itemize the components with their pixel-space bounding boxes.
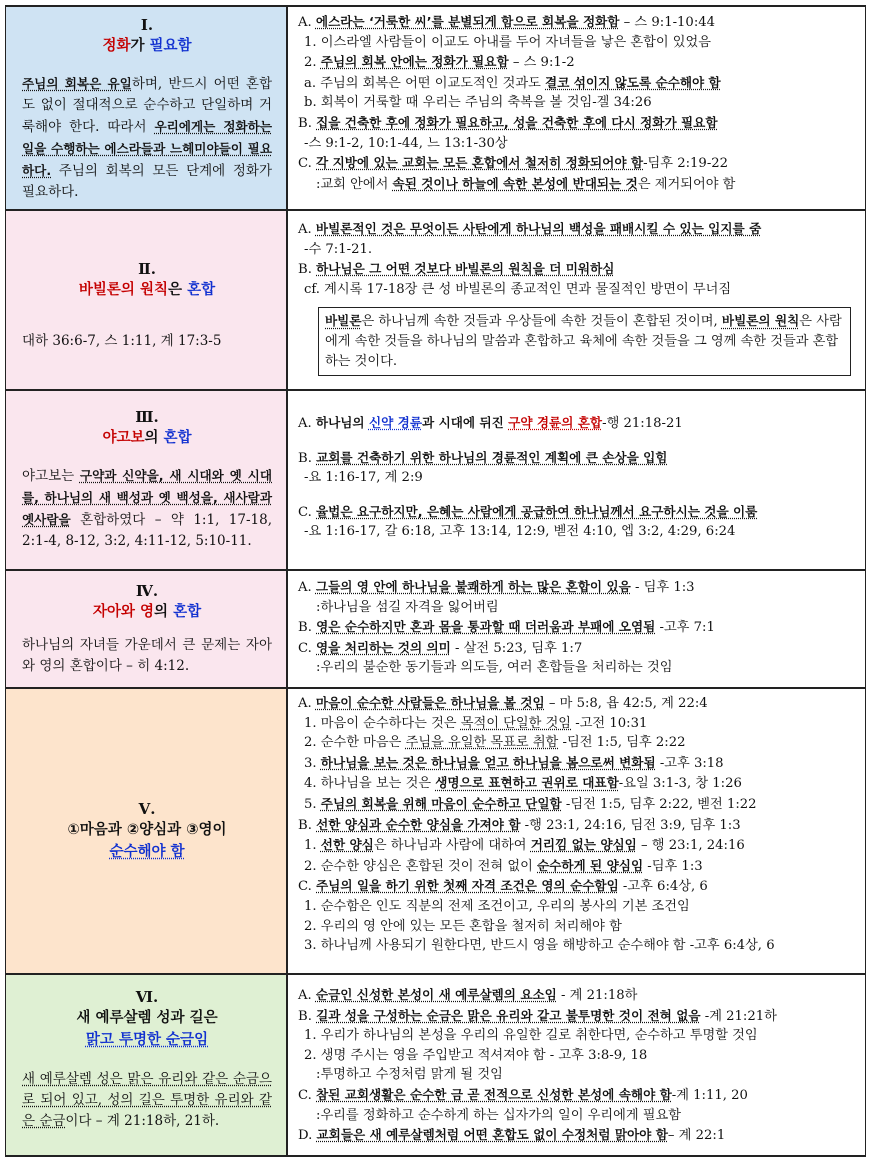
- section-number: Ⅱ.: [138, 260, 156, 278]
- point-2: 2. 우리의 영 안에 있는 모든 혼합을 철저히 처리해야 함: [304, 918, 622, 934]
- section-6-points: [288, 975, 865, 1155]
- section-title: ①마음과 ②양심과 ③영이: [67, 822, 227, 838]
- point-C: C. 각 지방에 있는 교회는 모든 혼합에서 철저히 정화되어야 함-딤후 2:19-22: [298, 155, 729, 172]
- section-6: [6, 973, 865, 1157]
- section-number: Ⅴ.: [138, 800, 156, 818]
- section-subtitle: 맑고 투명한 순금임: [85, 1032, 209, 1048]
- point-2: 2. 순수한 양심은 혼합된 것이 전혀 없이 순수하게 된 양심임 -딤후 1:3: [304, 857, 703, 874]
- section-description: 하나님의 자녀들 가운데서 큰 문제는 자아와 영의 혼합이다 – 히 4:12.: [22, 637, 272, 674]
- point-B: B. 교회를 건축하기 위한 하나님의 경륜적인 계획에 큰 손상을 입힘: [298, 449, 668, 466]
- section-1-summary: [6, 7, 288, 209]
- section-2: [6, 209, 865, 389]
- point-3: 3. 하나님께 사용되기 원한다면, 반드시 영을 해방하고 순수해야 함 -고후 6:4상, 6: [304, 938, 775, 954]
- point-1: 1. 우리가 하나님의 본성을 우리의 유일한 길로 취한다면, 순수하고 투명할 것임: [304, 1028, 758, 1044]
- section-2-points: [288, 211, 865, 389]
- point-1: 1. 마음이 순수하다는 것은 목적이 단일한 것임 -고전 10:31: [304, 715, 648, 731]
- note: :교회 안에서 속된 것이나 하늘에 속한 본성에 반대되는 것은 제거되어야 함: [316, 175, 736, 192]
- point-5: 5. 주님의 회복을 위해 마음이 순수하고 단일함 -딤전 1:5, 딤후 2:22, 벧전 1:22: [304, 795, 757, 812]
- reference: -스 9:1-2, 10:1-44, 느 13:1-30상: [304, 135, 508, 151]
- point-B: B. 영은 순수하지만 혼과 몸을 통과할 때 더러움과 부패에 오염됨 -고후 7:1: [298, 619, 715, 636]
- outline-table: [5, 5, 866, 1157]
- definition-box: 바빌론은 하나님께 속한 것들과 우상들에 속한 것들이 혼합된 것이며, 바빌론의 원칙은 사람에게 속한 것들을 하나님의 말씀과 혼합하고 육체에 속한 것들을 그 영께 속한 것들과 혼합하는 것이다.: [318, 307, 851, 376]
- section-title: 새 예루살렘 성과 길은: [76, 1010, 218, 1026]
- section-description: 주님의 회복은 유일하며, 반드시 어떤 혼합도 없이 절대적으로 순수하고 단일하며 거룩해야 한다. 따라서 우리에게는 정화하는 일을 수행하는 에스라들과 느헤미야들이 필요하다. 주님의 회복의 모든 단계에 정화가 필요하다.: [22, 76, 272, 200]
- section-4: [6, 569, 865, 687]
- point-C: C. 참된 교회생활은 순수한 금 곧 전적으로 신성한 본성에 속해야 함-계 1:11, 20: [298, 1086, 748, 1103]
- section-subtitle: 순수해야 함: [109, 844, 185, 860]
- section-number: Ⅵ.: [135, 988, 159, 1006]
- reference: -요 1:16-17, 계 2:9: [304, 470, 423, 486]
- section-description: 야고보는 구약과 신약을, 새 시대와 옛 시대를, 하나님의 새 백성과 옛 백성을, 새사람과 옛사람을 혼합하였다 – 약 1:1, 17-18, 2:1-4, 8-12, 3:2, 4:11-12, 5:10-11.: [22, 468, 272, 549]
- point-B: B. 집을 건축한 후에 정화가 필요하고, 성을 건축한 후에 다시 정화가 필요함: [298, 114, 718, 131]
- note: :우리를 정화하고 순수하게 하는 십자가의 일이 우리에게 필요함: [316, 1107, 682, 1123]
- section-4-points: [288, 571, 865, 687]
- point-b: b. 회복이 거룩할 때 우리는 주님의 축복을 볼 것임-겔 34:26: [304, 95, 652, 111]
- point-D: D. 교회들은 새 예루살렘처럼 어떤 혼합도 없이 수정처럼 맑아야 함– 계 22:1: [298, 1127, 726, 1144]
- section-4-summary: [6, 571, 288, 687]
- reference: -수 7:1-21.: [304, 241, 373, 257]
- point-A: A. 에스라는 ‘거룩한 씨’를 분별되게 함으로 회복을 정화함 – 스 9:1-10:44: [298, 14, 716, 30]
- section-title: 자아와 영의 혼합: [92, 604, 202, 620]
- section-3-points: [288, 391, 865, 569]
- section-title: 정화가 필요함: [102, 38, 192, 54]
- point-2: 2. 순수한 마음은 주님을 유일한 목표로 취함 -딤전 1:5, 딤후 2:22: [304, 735, 686, 751]
- section-1: [6, 5, 865, 209]
- point-B: B. 하나님은 그 어떤 것보다 바빌론의 원칙을 더 미워하심: [298, 261, 615, 278]
- point-A: A. 그들의 영 안에 하나님을 불쾌하게 하는 많은 혼합이 있음 - 딤후 1:3: [298, 579, 695, 595]
- point-1: 1. 이스라엘 사람들이 이교도 아내를 두어 자녀들을 낳은 혼합이 있었음: [304, 34, 712, 50]
- note: :투명하고 수정처럼 맑게 될 것임: [316, 1067, 503, 1083]
- section-number: Ⅳ.: [135, 582, 159, 600]
- note: :하나님을 섬길 자격을 잃어버림: [316, 599, 499, 615]
- point-a: a. 주님의 회복은 어떤 이교도적인 것과도 결코 섞이지 않도록 순수해야 함: [304, 74, 721, 91]
- point-1: 1. 순수함은 인도 직분의 전제 조건이고, 우리의 봉사의 기본 조건임: [304, 898, 690, 914]
- point-2: 2. 생명 주시는 영을 주입받고 적셔져야 함 - 고후 3:8-9, 18: [304, 1047, 648, 1063]
- section-1-points: [288, 7, 865, 209]
- point-A: A. 하나님의 신약 경륜과 시대에 뒤진 구약 경륜의 혼합-행 21:18-21: [298, 415, 683, 431]
- note: cf. 계시록 17-18장 큰 성 바빌론의 종교적인 면과 물질적인 방면이 무너짐: [304, 281, 732, 297]
- section-5-summary: [6, 689, 288, 973]
- reference: -요 1:16-17, 갈 6:18, 고후 13:14, 12:9, 벧전 4:10, 엡 3:2, 4:29, 6:24: [304, 524, 736, 540]
- point-3: 3. 하나님을 보는 것은 하나님을 얻고 하나님을 봄으로써 변화됨 -고후 3:18: [304, 754, 724, 771]
- section-title: 바빌론의 원칙은 혼합: [78, 282, 216, 298]
- point-C: C. 영을 처리하는 것의 의미 - 살전 5:23, 딤후 1:7: [298, 639, 583, 656]
- section-3-summary: [6, 391, 288, 569]
- point-4: 4. 하나님을 보는 것은 생명으로 표현하고 권위로 대표함-요일 3:1-3, 창 1:26: [304, 775, 742, 792]
- note: :우리의 불순한 동기들과 의도들, 여러 혼합들을 처리하는 것임: [316, 660, 673, 676]
- section-2-summary: [6, 211, 288, 389]
- section-number: Ⅰ.: [140, 16, 154, 34]
- point-B: B. 선한 양심과 순수한 양심을 가져야 함 -행 23:1, 24:16, 딤전 3:9, 딤후 1:3: [298, 816, 741, 833]
- section-description: 대하 36:6-7, 스 1:11, 계 17:3-5: [22, 333, 222, 349]
- point-1: 1. 선한 양심은 하나님과 사람에 대하여 거리낌 없는 양심임 – 행 23:1, 24:16: [304, 837, 745, 854]
- section-number: Ⅲ.: [135, 408, 159, 426]
- point-C: C. 율법은 요구하지만, 은혜는 사람에게 공급하여 하나님께서 요구하시는 것을 이룸: [298, 503, 758, 520]
- point-A: A. 마음이 순수한 사람들은 하나님을 볼 것임 – 마 5:8, 욥 42:5, 계 22:4: [298, 695, 708, 711]
- section-description: 새 예루살렘 성은 맑은 유리와 같은 순금으로 되어 있고, 성의 길은 투명한 유리와 같은 순금이다 – 계 21:18하, 21하.: [22, 1071, 272, 1129]
- point-A: A. 바빌론적인 것은 무엇이든 사탄에게 하나님의 백성을 패배시킬 수 있는 입지를 줌: [298, 221, 762, 237]
- section-3: [6, 389, 865, 569]
- section-6-summary: [6, 975, 288, 1155]
- point-2: 2. 주님의 회복 안에는 정화가 필요함 – 스 9:1-2: [304, 54, 575, 71]
- section-5: [6, 687, 865, 973]
- point-A: A. 순금인 신성한 본성이 새 예루살렘의 요소임 - 계 21:18하: [298, 987, 638, 1003]
- point-C: C. 주님의 일을 하기 위한 첫째 자격 조건은 영의 순수함임 -고후 6:4상, 6: [298, 878, 708, 895]
- section-title: 야고보의 혼합: [102, 430, 192, 446]
- point-B: B. 길과 성을 구성하는 순금은 맑은 유리와 같고 불투명한 것이 전혀 없음 -계 21:21하: [298, 1007, 777, 1024]
- section-5-points: [288, 689, 865, 973]
